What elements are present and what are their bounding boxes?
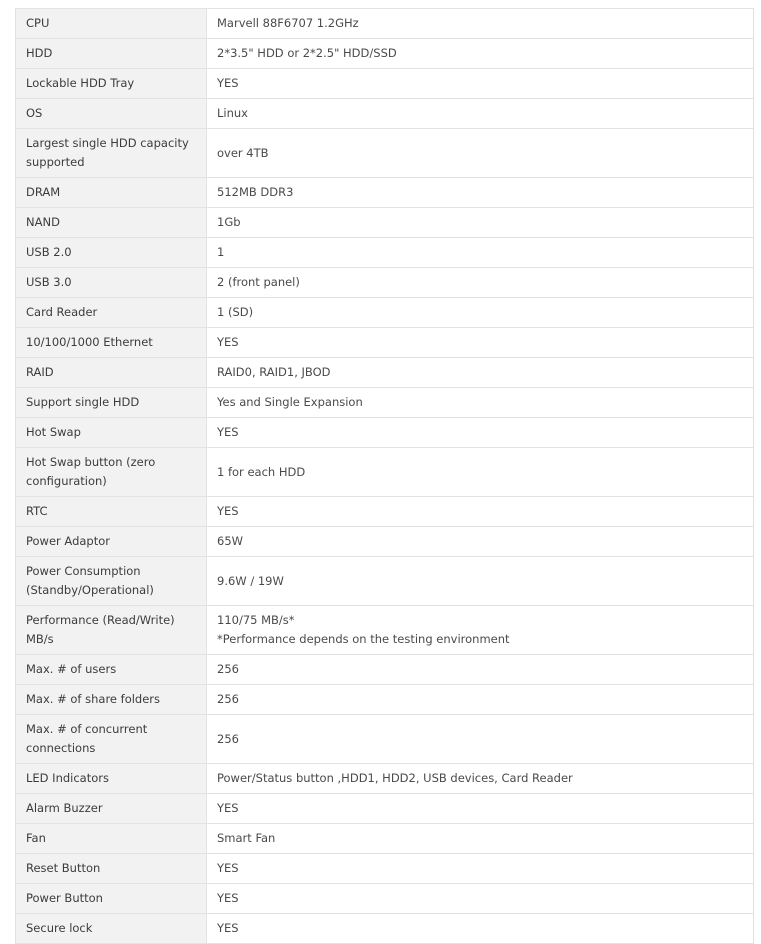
spec-row-fan	[16, 824, 754, 854]
spec-row-max-concurrent-connections	[16, 715, 754, 764]
spec-row-cpu	[16, 9, 754, 39]
spec-value: 1 (SD)	[207, 298, 754, 328]
spec-label: Power Consumption (Standby/Operational)	[16, 557, 207, 606]
spec-label: LED Indicators	[16, 764, 207, 794]
spec-value: 1Gb	[207, 208, 754, 238]
spec-row-hdd	[16, 39, 754, 69]
spec-row-os	[16, 99, 754, 129]
spec-label: OS	[16, 99, 207, 129]
spec-value: Marvell 88F6707 1.2GHz	[207, 9, 754, 39]
spec-value: Linux	[207, 99, 754, 129]
spec-row-alarm-buzzer	[16, 794, 754, 824]
spec-value: 2*3.5" HDD or 2*2.5" HDD/SSD	[207, 39, 754, 69]
spec-row-power-button	[16, 884, 754, 914]
spec-row-reset-button	[16, 854, 754, 884]
spec-value: RAID0, RAID1, JBOD	[207, 358, 754, 388]
spec-value: 256	[207, 685, 754, 715]
spec-value: 65W	[207, 527, 754, 557]
spec-row-performance	[16, 606, 754, 655]
spec-value: YES	[207, 497, 754, 527]
spec-label: Power Adaptor	[16, 527, 207, 557]
spec-label: CPU	[16, 9, 207, 39]
spec-row-led-indicators	[16, 764, 754, 794]
spec-row-usb3	[16, 268, 754, 298]
spec-value: YES	[207, 418, 754, 448]
spec-label: Card Reader	[16, 298, 207, 328]
spec-label: Performance (Read/Write) MB/s	[16, 606, 207, 655]
spec-value: 1 for each HDD	[207, 448, 754, 497]
spec-row-largest-hdd-capacity	[16, 129, 754, 178]
spec-row-power-adaptor	[16, 527, 754, 557]
spec-value: YES	[207, 69, 754, 99]
spec-label: Hot Swap button (zero configuration)	[16, 448, 207, 497]
spec-label: Reset Button	[16, 854, 207, 884]
spec-value: 2 (front panel)	[207, 268, 754, 298]
spec-row-support-single-hdd	[16, 388, 754, 418]
spec-label: Fan	[16, 824, 207, 854]
spec-label: RTC	[16, 497, 207, 527]
spec-row-raid	[16, 358, 754, 388]
spec-row-hot-swap-button	[16, 448, 754, 497]
spec-label: Max. # of concurrent connections	[16, 715, 207, 764]
spec-label: Hot Swap	[16, 418, 207, 448]
spec-row-nand	[16, 208, 754, 238]
spec-label: Lockable HDD Tray	[16, 69, 207, 99]
spec-row-power-consumption	[16, 557, 754, 606]
spec-label: Alarm Buzzer	[16, 794, 207, 824]
spec-row-card-reader	[16, 298, 754, 328]
spec-label: HDD	[16, 39, 207, 69]
spec-label: Power Button	[16, 884, 207, 914]
spec-label: USB 3.0	[16, 268, 207, 298]
spec-row-hot-swap	[16, 418, 754, 448]
spec-row-rtc	[16, 497, 754, 527]
spec-row-lockable-hdd-tray	[16, 69, 754, 99]
spec-row-max-users	[16, 655, 754, 685]
spec-row-ethernet	[16, 328, 754, 358]
spec-label: 10/100/1000 Ethernet	[16, 328, 207, 358]
spec-value: YES	[207, 328, 754, 358]
spec-label: Max. # of users	[16, 655, 207, 685]
spec-value: Smart Fan	[207, 824, 754, 854]
spec-value: 256	[207, 655, 754, 685]
spec-row-usb2	[16, 238, 754, 268]
spec-label: NAND	[16, 208, 207, 238]
spec-label: Max. # of share folders	[16, 685, 207, 715]
spec-value: YES	[207, 914, 754, 944]
spec-row-max-share-folders	[16, 685, 754, 715]
spec-value: 256	[207, 715, 754, 764]
spec-label: USB 2.0	[16, 238, 207, 268]
spec-label: Support single HDD	[16, 388, 207, 418]
spec-value: 110/75 MB/s* *Performance depends on the testing environment	[207, 606, 754, 655]
spec-row-dram	[16, 178, 754, 208]
spec-value: YES	[207, 884, 754, 914]
spec-value: YES	[207, 854, 754, 884]
spec-value: Yes and Single Expansion	[207, 388, 754, 418]
spec-value: 9.6W / 19W	[207, 557, 754, 606]
spec-label: Secure lock	[16, 914, 207, 944]
spec-value: Power/Status button ,HDD1, HDD2, USB devices, Card Reader	[207, 764, 754, 794]
spec-row-secure-lock	[16, 914, 754, 944]
spec-table	[15, 8, 754, 944]
spec-value: 1	[207, 238, 754, 268]
spec-table-body	[16, 9, 754, 944]
spec-label: DRAM	[16, 178, 207, 208]
spec-label: RAID	[16, 358, 207, 388]
spec-value: 512MB DDR3	[207, 178, 754, 208]
spec-label: Largest single HDD capacity supported	[16, 129, 207, 178]
spec-value: over 4TB	[207, 129, 754, 178]
spec-value: YES	[207, 794, 754, 824]
